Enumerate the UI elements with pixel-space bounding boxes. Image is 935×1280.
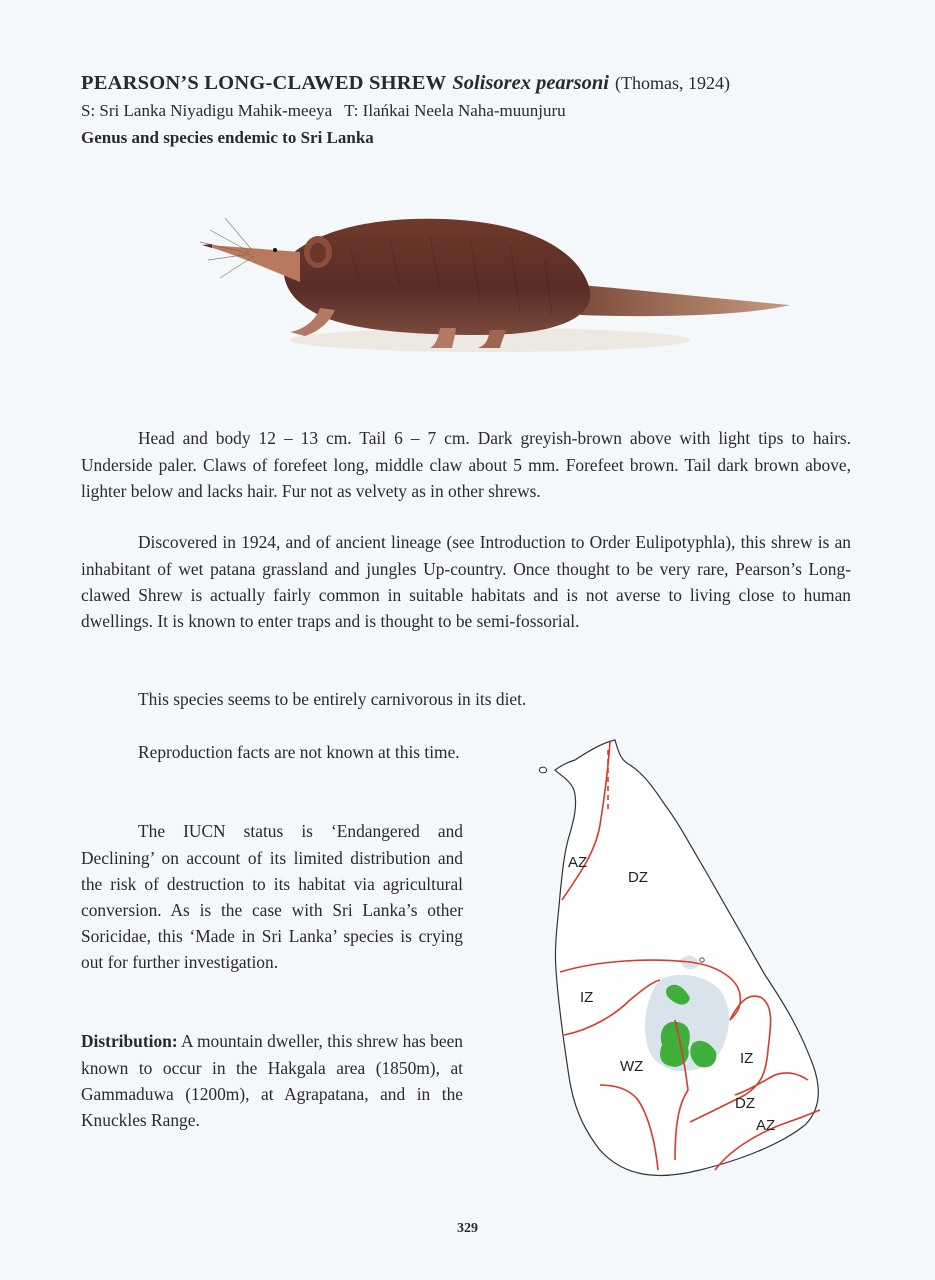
endemic-note: Genus and species endemic to Sri Lanka xyxy=(81,128,374,147)
zone-label-wz: WZ xyxy=(620,1058,644,1075)
shrew-illustration xyxy=(190,190,800,365)
description-paragraph: Head and body 12 – 13 cm. Tail 6 – 7 cm. Dark greyish-brown above with light tips to hairs. Underside paler. Claws of forefeet long, middle claw about 5 mm. Forefeet brown. Tail dark brown above, lighter below and lacks hair. Fur not as velvety as in other shrews. xyxy=(81,428,851,501)
authority: (Thomas, 1924) xyxy=(614,73,730,93)
reproduction-paragraph: Reproduction facts are not known at this time. xyxy=(138,742,460,763)
iucn-paragraph: The IUCN status is ‘Endangered and Declining’ on account of its limited distribution and the risk of destruction to its habitat via agricultural conversion. As is the case with Sri Lanka’s other Soricidae, this ‘Made in Sri Lanka’ species is crying out for further investigation. xyxy=(81,821,463,973)
zone-label-az-north: AZ xyxy=(568,854,588,871)
range-main xyxy=(660,1022,690,1067)
distribution-label: Distribution: xyxy=(81,1031,178,1052)
distribution-map xyxy=(530,730,830,1190)
species-title xyxy=(81,72,881,95)
sinhala-name: S: Sri Lanka Niyadigu Mahik-meeya xyxy=(81,101,333,120)
common-name: PEARSON’S LONG-CLAWED SHREW xyxy=(81,72,447,94)
local-names xyxy=(81,101,566,121)
zone-label-iz-east: IZ xyxy=(740,1050,754,1067)
diet-paragraph: This species seems to be entirely carnivorous in its diet. xyxy=(138,689,527,710)
zone-label-iz-west: IZ xyxy=(580,989,594,1006)
page-number: 329 xyxy=(457,1221,478,1236)
zone-label-dz-south: DZ xyxy=(735,1095,755,1112)
zone-label-dz-north: DZ xyxy=(628,869,648,886)
tamil-name: T: Ilańkai Neela Naha-muunjuru xyxy=(344,101,566,120)
distribution-paragraph xyxy=(81,1028,463,1133)
scientific-name: Solisorex pearsoni xyxy=(452,72,609,94)
zone-label-az-south: AZ xyxy=(756,1117,776,1134)
distribution-text: A mountain dweller, this shrew has been known to occur in the Hakgala area (1850m), at Gammaduwa (1200m), at Agrapatana, and in the Knuckles Range. xyxy=(81,1031,463,1130)
history-paragraph: Discovered in 1924, and of ancient lineage (see Introduction to Order Eulipotyphla), this shrew is an inhabitant of wet patana grassland and jungles Up-country. Once thought to be very rare, Pearson’s Long-clawed Shrew is actually fairly common in suitable habitats and is not averse to living close to human dwellings. It is known to enter traps and is thought to be semi-fossorial. xyxy=(81,532,851,631)
island-islet xyxy=(539,767,546,773)
